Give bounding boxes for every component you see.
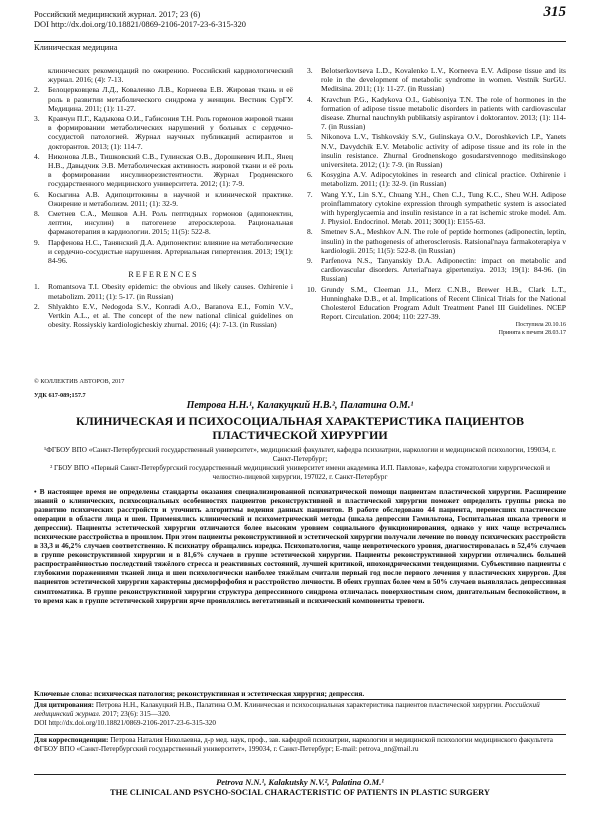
doi-line: DOI http://dx.doi.org/10.18821/0869-2106-2017-23-6-315-320	[34, 20, 246, 29]
separator-rule	[34, 734, 566, 735]
reference-item	[307, 190, 566, 227]
reference-item	[34, 85, 293, 113]
keywords-text: психическая патология; реконструктивная и эстетическая хирургия; депрессия.	[94, 689, 365, 698]
citation-tail: 2017; 23(6): 315—320.	[102, 709, 171, 718]
reference-text: Shlyakhto E.V., Nedogoda S.V., Konradi A.O., Baranova E.I., Fomin V.V., Vertkin A.L., et al. The concept of the new national clinical guidelines on obesity. Rossiyskiy kardiologicheskiy zhurnal. 2016; (4): 7-13. (in Russian)	[48, 301, 293, 330]
affiliation-2: ² ГБОУ ВПО «Первый Санкт-Петербургский государственный медицинский университет имени академика И.П. Павлова», кафедра стоматологии хирургической и челюстно-лицевой хирургии, 197022, г. Санкт-Петербург	[50, 464, 550, 482]
reference-item	[34, 209, 293, 237]
reference-number: 1.	[34, 282, 40, 292]
reference-text: Nikonova L.V., Tishkovskiy S.V., Gulinskaya O.V., Doroshkevich I.P., Yanets N.V., Davydchik E.V. Metabolic activity of adipose tissue and its role in the insulin resistance. Zhurnal Grodnenskogo gosudarstvennogo meditsinskogo universiteta. 2012; (1): 7-9. (in Russian)	[321, 132, 566, 170]
keywords	[34, 689, 566, 698]
reference-item	[34, 114, 293, 151]
reference-text: клинических рекомендаций по ожирению. Российский кардиологический журнал. 2016; (4): 7-13.	[48, 66, 293, 85]
reference-number: 10.	[307, 284, 317, 294]
reference-item	[34, 190, 293, 208]
reference-item	[34, 238, 293, 266]
references-en-list-right	[307, 66, 566, 321]
reference-item	[307, 95, 566, 132]
references-right-column	[307, 66, 566, 337]
affiliation-1: ¹ФГБОУ ВПО «Санкт-Петербургский государственный университет», медицинский факультет, кафедра психиатрии, наркологии и медицинской психологии, 199034, г. Санкт-Петербург;	[44, 446, 556, 464]
reference-text: Kosygina A.V. Adipocytokines in research and clinical practice. Ozhirenie i metabolizm. 2011; (1): 32-9. (in Russian)	[321, 170, 566, 189]
udk-code: УДК 617-089;157.7	[34, 392, 86, 399]
citation	[34, 701, 566, 728]
reference-item	[34, 152, 293, 189]
reference-number: 4.	[307, 94, 313, 104]
abstract: • В настоящее время не определены стандарты оказания специализированной психиатрической помощи пациентам пластической хирургии. Расширение знаний о клинических, психосоциальных особенностях пациентов реконструктивной и пластической хирургии поможет определить группы риска по развитию психических расстройств и уточнить алгоритмы ведения данных пациентов. В работе обследовано 44 пациента, перенесших пластические операции в области лица и шеи. Применялись клинический и психометрический методы (шкала депрессии Гамильтона, Госпитальная шкала тревоги и депрессии). Пациенты эстетической хирургии отличаются более высоким уровнем социального функционирования, однако у них чаще встречались психические расстройства в прошлом. При этом пациенты реконструктивной и эстетической хирургии получали лечение по поводу психических расстройств в 33,3 и 46,2% случаев соответственно. К психиатру обращались изредка. Психопатология, чаще невротического уровня, диагностировалась в 52,4% случаев в группе реконструктивной хирургии и в 81,6% случаев в группе эстетической хирургии. Пациенты реконструктивной хирургии отличались большей распространённостью последствий тяжёлого стресса и реактивных состояний, лучшей критикой, ипохондрическими тенденциями. Субъективно пациенты с глубокими поражениями тканей лица и шеи психологически наиболее тяжёлым считали первый год после первого лечения у пластических хирургов. Для пациентов эстетической хирургии характерны дисморфофобия и расстройство личности. В обеих группах более чем в 50% случаев выявлялась депрессивная симптоматика. В группе реконструктивной хирургии структура депрессивного синдрома отличалась поверхностным сном, двигательным беспокойством, в то время как в группе эстетической хирургии ярче проявлялись вегетативный и психический компоненты тревоги.	[34, 487, 567, 605]
reference-text: Romantsova T.I. Obesity epidemic: the obvious and likely causes. Ozhirenie i metabolizm. 2011; (1): 5-17. (in Russian)	[48, 282, 293, 301]
received-date: Поступила 20.10.16	[515, 322, 566, 329]
separator-rule	[34, 774, 566, 775]
citation-text: Петрова Н.Н., Калакуцкий Н.В., Палатина О.М. Клиническая и психосоциальная характеристика пациентов пластической хирургии.	[95, 701, 503, 709]
reference-number: 2.	[34, 301, 40, 311]
reference-text: Кравчун П.Г., Кадыкова О.И., Габисония Т.Н. Роль гормонов жировой ткани в формировании метаболических нарушений у больных с сердечно-сосудистой патологией. Журнал научных публикаций аспирантов и докторантов. 2013; (1): 114-7.	[48, 114, 293, 151]
authors-en: Petrova N.N.¹, Kalakutsky N.V.², Palatina O.M.¹	[216, 777, 384, 787]
reference-number: 8.	[307, 227, 313, 237]
reference-text: Smetnev S.A., Meshkov A.N. The role of peptide hormones (adiponectin, leptin, insulin) in the pathogenesis of atherosclerosis. Ratsional'naya farmakoterapiya v kardiologii. 2015; 11(5): 522-8. (in Russian)	[321, 227, 566, 255]
reference-item	[307, 66, 566, 94]
copyright-line: © КОЛЛЕКТИВ АВТОРОВ, 2017	[34, 378, 125, 385]
references-heading: REFERENCES	[128, 270, 199, 280]
references-block	[34, 66, 566, 337]
correspondence-label: Для корреспонденции:	[34, 736, 109, 744]
reference-text: Parfenova N.S., Tanyanskiy D.A. Adiponectin: impact on metabolic and cardiovascular disorders. Arterial'naya gipertenziya. 2013; 19(1): 84-96. (in Russian)	[321, 256, 566, 284]
reference-text: Kravchun P.G., Kadykova O.I., Gabisoniya T.N. The role of hormones in the formation of adipose tissue metabolic disorders in patients with cardiovascular disease. Zhurnal nauchnykh publikatsiy aspirantov i doktorantov. 2013; (1): 114-7. (in Russian)	[321, 94, 566, 132]
reference-item	[307, 170, 566, 188]
running-header	[34, 4, 566, 52]
references-left-column	[34, 66, 293, 337]
reference-number: 4.	[34, 151, 40, 161]
reference-number: 3.	[34, 114, 40, 124]
reference-text: Никонова Л.В., Тишковский С.В., Гулинская О.В., Дорошкевич И.П., Янец Н.В., Давыдчик Э.В. Метаболическая активность жировой ткани и её роль в формировании инсулинорезистентности. Журнал Гродненского государственного медицинского университета. 2012; (1): 7-9.	[48, 151, 293, 189]
reference-text: Сметнев С.А., Мешков А.Н. Роль пептидных гормонов (адипонектин, лептин, инсулин) в патогенезе атеросклероза. Рациональная фармакотерапия в кардиологии. 2015; 11(5): 522-8.	[48, 209, 293, 237]
reference-number: 2.	[34, 85, 40, 95]
reference-text: Белоцерковцева Л.Д., Коваленко Л.В., Корнеева Е.В. Жировая ткань и её роль в развитии метаболического синдрома у женщин. Вестник СурГУ. Медицина. 2011; (1): 11-27.	[48, 85, 293, 113]
reference-text: Wang Y.Y., Lin S.Y., Chuang Y.H., Chen C.J., Tung K.C., Sheu W.H. Adipose proinflammatory cytokine expression through sympathetic system is associated with hyperglycaemia and insulin resistance in a rat ischemic stroke model. Am. J. Physiol. Endocrinol. Metab. 2011; 300(1): E155-63.	[321, 189, 566, 227]
references-ru-list	[34, 66, 293, 265]
article-title-en: THE CLINICAL AND PSYCHO-SOCIAL CHARACTERISTIC OF PATIENTS IN PLASTIC SURGERY	[110, 788, 490, 797]
citation-label: Для цитирования:	[34, 701, 95, 709]
reference-number: 6.	[307, 170, 313, 180]
correspondence-text: Петрова Наталия Николаевна, д-р мед. наук, проф., зав. кафедрой психиатрии, наркологии и медицинской психологии медицинского факультета ФГБОУ ВПО «Санкт-Петербургский государственный университет», 199034, г. Санкт-Петербург; E-mail: petrova_nn@mail.ru	[34, 736, 553, 753]
article-title: КЛИНИЧЕСКАЯ И ПСИХОСОЦИАЛЬНАЯ ХАРАКТЕРИСТИКА ПАЦИЕНТОВ ПЛАСТИЧЕСКОЙ ХИРУРГИИ	[76, 414, 524, 442]
references-en-list-left	[34, 282, 293, 329]
affiliations	[40, 446, 560, 482]
correspondence	[34, 736, 566, 754]
reference-text: Belotserkovtseva L.D., Kovalenko L.V., Korneeva E.V. Adipose tissue and its role in the development of metabolic syndrome in women. Vestnik SurGU. Meditsina. 2011; (1): 11-27. (in Russian)	[321, 66, 566, 94]
section-name: Клиническая медицина	[34, 43, 118, 52]
reference-item	[307, 285, 566, 322]
accepted-date: Принята к печати 28.03.17	[498, 330, 566, 337]
citation-doi[interactable]: DOI http://dx.doi.org/10.18821/0869-2106-2017-23-6-315-320	[34, 718, 216, 727]
reference-number: 7.	[307, 189, 313, 199]
reference-item	[34, 302, 293, 330]
reference-number: 8.	[34, 209, 40, 219]
reference-number: 3.	[307, 66, 313, 75]
reference-number: 9.	[34, 237, 40, 247]
reference-text: Парфенова Н.С., Танянский Д.А. Адипонектин: влияние на метаболические и сердечно-сосудистые нарушения. Артериальная гипертензия. 2013; 19(1): 84-96.	[48, 237, 293, 266]
separator-rule	[34, 699, 566, 700]
reference-number: 5.	[307, 132, 313, 142]
citation-journal: Российский медицинский журнал.	[34, 701, 540, 718]
reference-number: 9.	[307, 256, 313, 266]
reference-text: Косыгина А.В. Адипоцитокины в научной и клинической практике. Ожирение и метаболизм. 2011; (1): 32-9.	[48, 189, 293, 208]
authors-ru: Петрова Н.Н.¹, Калакуцкий Н.В.², Палатина О.М.¹	[186, 400, 414, 411]
reference-item	[34, 66, 293, 84]
reference-number: 6.	[34, 189, 40, 199]
reference-number	[34, 66, 48, 84]
reference-item	[307, 132, 566, 169]
header-rule	[34, 41, 566, 42]
reference-item	[307, 256, 566, 284]
keywords-label: Ключевые слова:	[34, 689, 93, 698]
page-number: 315	[543, 4, 566, 20]
reference-item	[307, 227, 566, 255]
journal-line: Российский медицинский журнал. 2017; 23 (6)	[34, 10, 201, 19]
reference-item	[34, 282, 293, 300]
reference-text: Grundy S.M., Cleeman J.I., Merz C.N.B., Brewer H.B., Clark L.T., Hunninghake D.B., et al. Implications of Recent Clinical Trials for the National Cholesterol Education Program Adult Treatment Panel III Guidelines. NCEP Report. Circulation. 2004; 110: 227-39.	[321, 284, 566, 322]
